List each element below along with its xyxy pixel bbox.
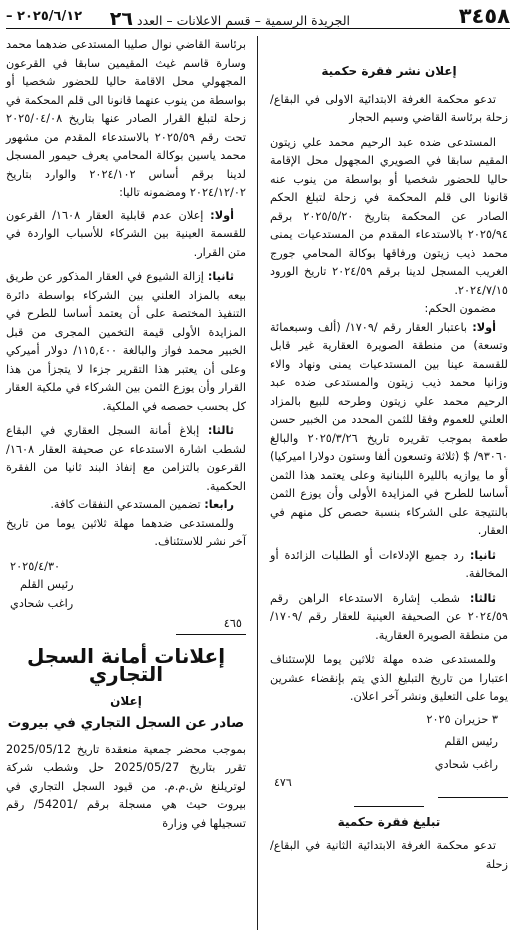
notice-title-2: تبليغ فقرة حكمية xyxy=(337,814,441,829)
notice-body: المستدعى ضده عبد الرحيم محمد علي زيتون المقيم سابقا في الصويري المجهول محل الإقامة حاليا للحضور شخصيا أو بواسطة من ينوب عنه قانونا الى قلم المحكمة في زحلة لتبلغ الحكم الصادر عن المحكمة بتاريخ ٢٠٢٥/٥/٢٠ برقم ٢٠٢٥/٩٤ بالاستدعاء المقدم من المستدعيات يمنى محمد ذيب زيتون ورفاقها بوكالة المحامي جورج الغريب المسجل لدينا برقم ٢٠٢٤/٥٩ تاريخ الورود ٢٠٢٤/٧/١٥. xyxy=(270,135,508,297)
publication-name: الجريدة الرسمية – قسم الاعلانات – العدد xyxy=(137,13,350,28)
notice-intro: برئاسة القاضي نوال صليبا المستدعى ضدهما محمد وسارة قاسم غيث المقيمين سابقا في القرعون المجهولي محل الاقامة حاليا للحضور شخصيا أو بواسطة من ينوب عنهما قانونا الى قلم المحكمة في زحلة لتبلغ القرار الصادر عنها بتاريخ ٢٠٢٥/٠٤/٠٨ تحت رقم ٢٠٢٥/٥٩ بالاستدعاء المقدم من مشهور محمد ياسين بوكالة المحامي يعرف حيمور المسجل لدينا برقم أساس ٢٠٢٤/١٠٢ والوارد بتاريخ ٢٠٢٤/١٢/٠٢ ومضمونه تاليا: xyxy=(6,38,246,199)
item-label: ثانيا: xyxy=(469,548,496,562)
signature-title: رئيس القلم xyxy=(20,578,74,591)
issue-date: ٢٠٢٥/٦/١٢ – xyxy=(6,9,83,24)
notice-date: ٣ حزيران ٢٠٢٥ xyxy=(426,712,498,726)
left-column xyxy=(6,36,246,930)
notice-title: إعلان نشر فقرة حكمية xyxy=(321,64,457,78)
item-label: ثالثا: xyxy=(207,424,235,437)
reference-rule xyxy=(176,634,246,635)
signature-name: راغب شحادي xyxy=(434,757,498,771)
notice-intro-2: تدعو محكمة الغرفة الابتدائية الثانية في البقاع/ زحلة xyxy=(270,839,508,871)
item-text: رد جميع الإدلاءات أو الطلبات الزائدة أو المخالفة. xyxy=(270,548,508,580)
signature-name: راغب شحادي xyxy=(10,596,74,610)
ruling-item-2 xyxy=(270,547,508,584)
item-text: شطب إشارة الاستدعاء الراهن رقم ٢٠٢٤/٥٩ عن الصحيفة العينية للعقار رقم /١٧٠٩/ من منطقة الصويرة العقارية. xyxy=(270,591,508,642)
section-heading: إعلانات أمانة السجل التجاري xyxy=(26,643,226,686)
column-divider xyxy=(257,36,258,930)
page-header xyxy=(6,4,510,30)
notice-intro: تدعو محكمة الغرفة الابتدائية الاولى في البقاع/ زحلة برئاسة القاضي وسيم الحجار xyxy=(270,92,508,124)
notice-closing: وللمستدعى ضدهما مهلة ثلاثين يوما من تاريخ آخر نشر للاستئناف. xyxy=(6,516,246,548)
header-rule xyxy=(6,28,510,29)
item-text: باعتبار العقار رقم /١٧٠٩/ (ألف وسبعمائة وتسعة) من منطقة الصويرة العقارية غير قابل للقسمة عينا بين المستدعيات يمنى ونهاد والاء وزانيا محمد ذيب زيتون والمستدعى ضده عبد الرحيم محمد علي زيتون وطرحه للبيع بالمزاد العلني للعموم وفقا للثمن المحدد من الخبير حسن طعمة بموجب تقريره تاريخ ٢٠٢٥/٣/٢٦ والبالغ ٩٣٠٦٠/ $ (ثلاثة وتسعون ألفا وستون دولارا اميركيا) أو ما يوازيه بالليرة اللبنانية وعلى يعتمد هذا الثمن أساسا للطرح في المزايدة الأولى وأن يوزع الثمن بالنتيجة على الشركاء بنسبة حصص كل منهم في العقار. xyxy=(270,320,508,537)
item-label: ثانيا: xyxy=(207,270,234,283)
ruling-label: مضمون الحكم: xyxy=(424,302,496,315)
notice-body: بموجب محضر جمعية منعقدة تاريخ 2025/05/12 تقرر بتاريخ 2025/05/27 حل وشطب شركة لوتريلنغ ش.م.م. من قيود السجل التجاري في بيروت حيث هي مسجلة برقم /54201/ رقم تسجيلها في وزارة xyxy=(6,742,246,830)
ruling-item-1 xyxy=(6,207,246,263)
ruling-item-3 xyxy=(270,590,508,646)
notice-closing: وللمستدعى ضده مهلة ثلاثين يوما للإستئناف اعتبارا من تاريخ التبليغ الذي يتم بإنقضاء عشرين يوما على التعليق ونشر آخر اعلان. xyxy=(270,653,508,703)
item-text: إبلاغ أمانة السجل العقاري في البقاع لشطب اشارة الاستدعاء عن صحيفة العقار ١٦٠٨/ القرعون بالتزامن مع إنفاذ البند ثانيا من الفقرة الحكمية. xyxy=(6,424,246,493)
reference-number: ٤٦٥ xyxy=(223,617,242,630)
item-label: أولا: xyxy=(472,320,497,334)
issue-number: ٢٦ xyxy=(109,8,133,30)
item-text: تضمين المستدعي النفقات كافة. xyxy=(50,498,201,511)
item-label: أولا: xyxy=(210,208,234,222)
section-separator xyxy=(354,806,424,807)
notice-date: ٢٠٢٥/٤/٣٠ xyxy=(10,559,61,573)
page-number: ٣٤٥٨ xyxy=(458,4,510,28)
item-text: إزالة الشيوع في العقار المذكور عن طريق بيعه بالمزاد العلني بين الشركاء بواسطة دائرة التنفيذ المختصة على أن يعتمد أساسا للطرح في المزايدة الأولى قيمة التخمين المجرى من قبل الخبير محمد فواز والبالغة ١١٥,٤٠٠/ دولار أميركي وعلى أن يعتبر هذا التقرير جزءا لا يتجزأ من هذا القرار وأن يوزع الثمن بين الشركاء في ملكية العقار كل بحسب حصصه في الملكية. xyxy=(6,270,246,413)
notice-label: إعلان xyxy=(110,693,142,708)
item-label: رابعا: xyxy=(204,498,234,511)
ruling-item-1 xyxy=(270,319,508,541)
reference-rule xyxy=(438,797,508,798)
right-column xyxy=(270,36,508,930)
reference-number: ٤٧٦ xyxy=(274,776,292,789)
ruling-item-2 xyxy=(6,268,246,416)
signature-title: رئيس القلم xyxy=(444,735,498,748)
item-label: ثالثا: xyxy=(469,591,497,605)
ruling-item-4 xyxy=(6,496,246,515)
ruling-item-3 xyxy=(6,422,246,496)
item-text: إعلان عدم قابلية العقار ١٦٠٨/ القرعون للقسمة العينية بين الشركاء للأسباب الواردة في متن القرار. xyxy=(6,208,246,259)
publication-line xyxy=(106,8,350,30)
notice-source: صادر عن السجل التجاري في بيروت xyxy=(7,715,245,731)
